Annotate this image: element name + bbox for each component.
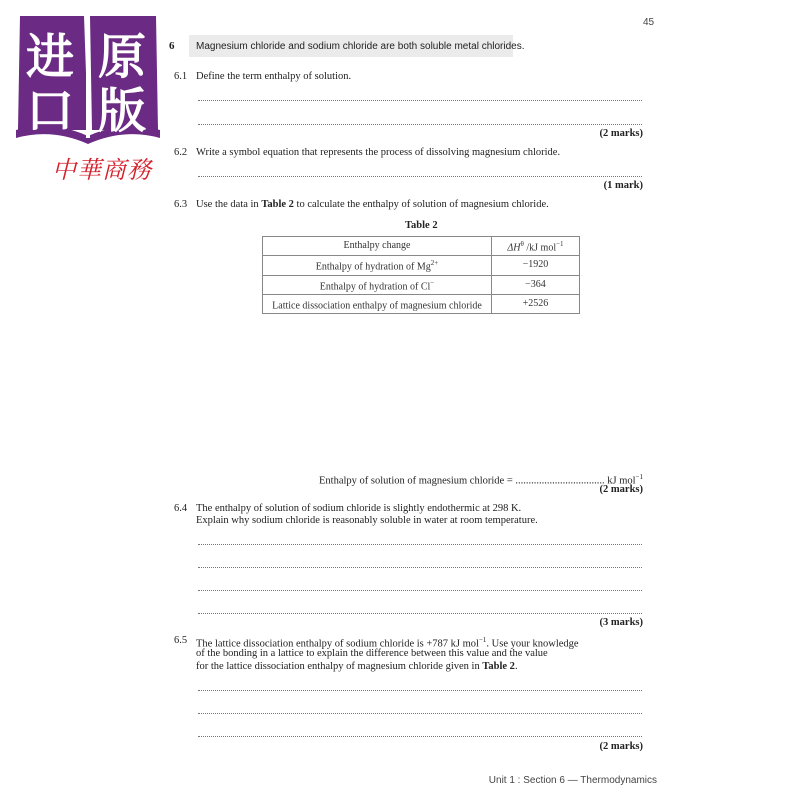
q6-5-line-3-before: for the lattice dissociation enthalpy of magnesium chloride given in <box>196 661 483 672</box>
q6-3-text-before: Use the data in <box>196 199 262 210</box>
table-cell-value: −364 <box>492 275 580 294</box>
q6-3-text <box>196 198 549 211</box>
q6-3-answer-label: Enthalpy of solution of magnesium chloride = .................................. <box>319 475 605 487</box>
table-row <box>263 275 580 294</box>
q6-5-line-3-after: . <box>514 661 518 672</box>
q6-3-number: 6.3 <box>174 199 188 210</box>
q6-5-line-3 <box>196 660 518 673</box>
q6-4-answer-line-4[interactable] <box>198 613 642 614</box>
table-header-change: Enthalpy change <box>263 237 492 256</box>
q6-3-answer-unit-sup: −1 <box>635 473 643 481</box>
q6-3-answer-unit: kJ mol <box>607 475 636 487</box>
q6-5-number: 6.5 <box>174 635 188 646</box>
q6-2-marks: (1 mark) <box>603 180 643 191</box>
logo-char-ban: 版 <box>98 83 147 139</box>
logo-char-kou: 口 <box>26 83 75 139</box>
table-2-title: Table 2 <box>405 220 438 231</box>
q6-4-answer-line-2[interactable] <box>198 567 642 568</box>
header-unit: /kJ mol <box>523 242 557 254</box>
q6-1-text: Define the term enthalpy of solution. <box>196 71 352 82</box>
q6-2-text: Write a symbol equation that represents the process of dissolving magnesium chloride. <box>196 147 561 158</box>
q6-3-answer-row[interactable] <box>319 471 643 488</box>
q6-5-line-1-after: . Use your knowledge <box>486 638 579 650</box>
q6-1-number: 6.1 <box>174 71 188 82</box>
q6-4-line-2: Explain why sodium chloride is reasonably soluble in water at room temperature. <box>196 515 538 526</box>
q6-3-text-after: to calculate the enthalpy of solution of magnesium chloride. <box>293 199 549 210</box>
table-cell-value: +2526 <box>492 294 580 313</box>
question-intro: Magnesium chloride and sodium chloride are both soluble metal chlorides. <box>196 41 525 52</box>
q6-4-answer-line-3[interactable] <box>198 590 642 591</box>
q6-4-marks: (3 marks) <box>599 617 643 628</box>
q6-3-table-ref: Table 2 <box>261 199 294 210</box>
q6-4-answer-line-1[interactable] <box>198 544 642 545</box>
question-number: 6 <box>169 40 175 52</box>
q6-4-line-1: The enthalpy of solution of sodium chloride is slightly endothermic at 298 K. <box>196 503 522 514</box>
q6-5-answer-line-1[interactable] <box>198 690 642 691</box>
page-footer: Unit 1 : Section 6 — Thermodynamics <box>488 775 657 786</box>
header-unit-sup: −1 <box>556 240 564 248</box>
q6-2-number: 6.2 <box>174 147 188 158</box>
table-row <box>263 294 580 313</box>
q6-1-answer-line-1[interactable] <box>198 100 642 101</box>
logo-char-yuan: 原 <box>98 29 147 85</box>
q6-5-line-2: of the bonding in a lattice to explain the difference between this value and the value <box>196 648 548 659</box>
q6-1-marks: (2 marks) <box>599 128 643 139</box>
table-cell-label: Lattice dissociation enthalpy of magnesium chloride <box>263 294 492 313</box>
q6-1-answer-line-2[interactable] <box>198 124 642 125</box>
q6-5-line-1-text: The lattice dissociation enthalpy of sodium chloride is +787 kJ mol <box>196 638 479 650</box>
logo-char-jin: 进 <box>26 29 75 85</box>
q6-4-number: 6.4 <box>174 503 188 514</box>
q6-5-line-1-sup: −1 <box>478 636 487 644</box>
q6-2-answer-line[interactable] <box>198 176 642 177</box>
import-edition-logo <box>14 12 162 192</box>
question-intro-band <box>189 35 525 57</box>
q6-5-marks: (2 marks) <box>599 741 643 752</box>
table-header-value <box>492 237 580 256</box>
q6-5-answer-line-2[interactable] <box>198 713 642 714</box>
q6-5-answer-line-3[interactable] <box>198 736 642 737</box>
table-2 <box>262 236 580 314</box>
standard-symbol: θ <box>520 240 524 248</box>
table-cell-value: −1920 <box>492 256 580 275</box>
q6-3-marks: (2 marks) <box>599 484 643 495</box>
q6-5-table-ref: Table 2 <box>482 661 515 672</box>
table-header-row <box>263 237 580 256</box>
delta-h-symbol: ΔH <box>507 242 521 254</box>
table-cell-label: Enthalpy of hydration of $Mg^{2+}$ <box>263 256 492 275</box>
logo-calligraphy: 中華商務 <box>52 156 152 184</box>
page-number: 45 <box>643 17 655 28</box>
table-row <box>263 256 580 275</box>
table-cell-label: Enthalpy of hydration of Cl− <box>263 275 492 294</box>
